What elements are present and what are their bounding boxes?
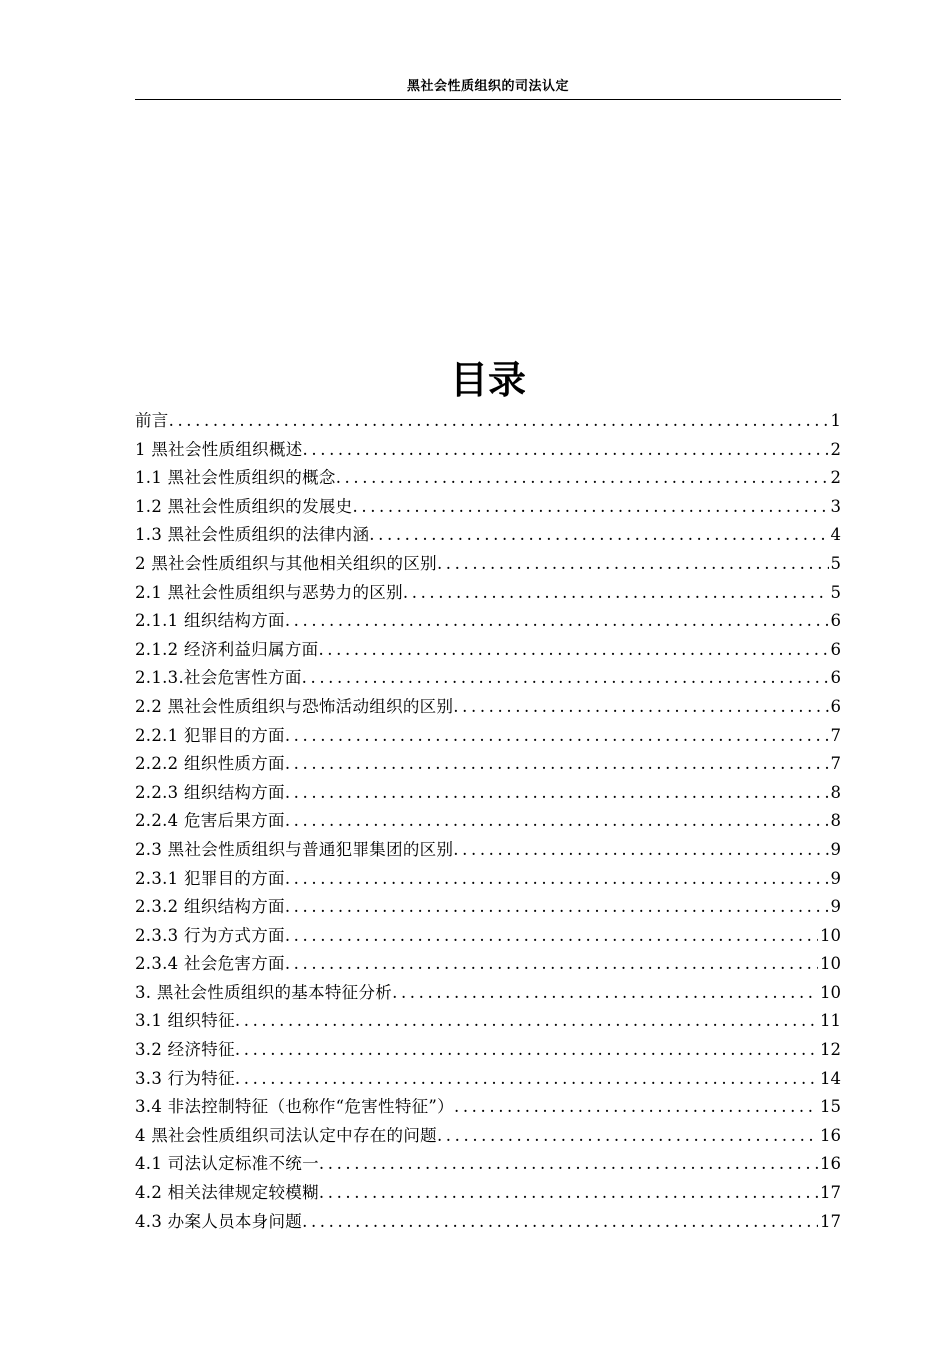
toc-entry[interactable] xyxy=(135,493,841,522)
toc-dot-leader xyxy=(437,1122,818,1151)
toc-entry-page-number: 12 xyxy=(820,1040,841,1060)
toc-entry-label: 2.2 黑社会性质组织与恐怖活动组织的区别 xyxy=(135,696,454,716)
toc-dot-leader xyxy=(319,1179,818,1208)
toc-entry[interactable] xyxy=(135,1150,841,1179)
toc-entry-label: 2.2.4 危害后果方面 xyxy=(135,811,285,831)
toc-dot-leader xyxy=(403,579,829,608)
toc-entry-page-number: 5 xyxy=(830,553,841,573)
toc-entry[interactable] xyxy=(135,550,841,579)
toc-entry[interactable] xyxy=(135,1093,841,1122)
toc-dot-leader xyxy=(285,922,818,951)
toc-entry-label: 2.1.3.社会危害性方面 xyxy=(135,668,302,688)
toc-entry-label: 2.2.3 组织结构方面 xyxy=(135,782,285,802)
toc-entry-label: 3. 黑社会性质组织的基本特征分析 xyxy=(135,982,393,1002)
toc-entry-page-number: 14 xyxy=(820,1068,841,1088)
toc-entry-page-number: 17 xyxy=(820,1183,841,1203)
toc-entry[interactable] xyxy=(135,779,841,808)
toc-entry[interactable] xyxy=(135,865,841,894)
toc-dot-leader xyxy=(285,893,829,922)
toc-dot-leader xyxy=(285,750,829,779)
toc-entry[interactable] xyxy=(135,579,841,608)
toc-entry[interactable] xyxy=(135,807,841,836)
toc-entry-label: 3.4 非法控制特征（也称作“危害性特征”） xyxy=(135,1097,454,1117)
toc-dot-leader xyxy=(169,407,829,436)
toc-dot-leader xyxy=(303,436,829,465)
toc-entry-label: 2.1.2 经济利益归属方面 xyxy=(135,639,319,659)
toc-entry-page-number: 8 xyxy=(830,811,841,831)
toc-dot-leader xyxy=(319,1150,818,1179)
toc-dot-leader xyxy=(336,464,829,493)
toc-entry[interactable] xyxy=(135,464,841,493)
toc-entry-label: 1 黑社会性质组织概述 xyxy=(135,439,303,459)
toc-entry[interactable] xyxy=(135,836,841,865)
toc-dot-leader xyxy=(453,836,828,865)
toc-entry-page-number: 16 xyxy=(820,1154,841,1174)
toc-dot-leader xyxy=(302,1208,818,1237)
toc-entry-page-number: 9 xyxy=(830,839,841,859)
toc-entry-label: 2.3.2 组织结构方面 xyxy=(135,897,285,917)
toc-entry-label: 2.3 黑社会性质组织与普通犯罪集团的区别 xyxy=(135,839,454,859)
table-of-contents xyxy=(135,407,841,1236)
toc-dot-leader xyxy=(302,664,829,693)
toc-entry-page-number: 6 xyxy=(830,611,841,631)
toc-entry-label: 2.1 黑社会性质组织与恶势力的区别 xyxy=(135,582,403,602)
toc-dot-leader xyxy=(353,493,829,522)
toc-dot-leader xyxy=(235,1065,818,1094)
toc-entry[interactable] xyxy=(135,893,841,922)
toc-entry-page-number: 2 xyxy=(830,468,841,488)
toc-entry[interactable] xyxy=(135,922,841,951)
toc-entry-label: 1.3 黑社会性质组织的法律内涵 xyxy=(135,525,370,545)
toc-entry-label: 2.3.3 行为方式方面 xyxy=(135,925,285,945)
toc-entry-page-number: 15 xyxy=(820,1097,841,1117)
toc-entry-page-number: 11 xyxy=(820,1011,841,1031)
toc-entry-label: 4.3 办案人员本身问题 xyxy=(135,1211,303,1231)
toc-entry-page-number: 10 xyxy=(820,982,841,1002)
toc-entry-page-number: 16 xyxy=(820,1125,841,1145)
toc-dot-leader xyxy=(318,636,828,665)
toc-entry-page-number: 6 xyxy=(830,696,841,716)
toc-dot-leader xyxy=(285,807,829,836)
toc-entry-page-number: 9 xyxy=(830,897,841,917)
toc-entry-label: 4.2 相关法律规定较模糊 xyxy=(135,1183,319,1203)
toc-entry-label: 3.2 经济特征 xyxy=(135,1040,235,1060)
toc-entry-page-number: 4 xyxy=(830,525,841,545)
toc-entry-page-number: 1 xyxy=(830,411,841,430)
toc-entry-page-number: 8 xyxy=(830,782,841,802)
toc-dot-leader xyxy=(392,979,818,1008)
toc-entry-page-number: 17 xyxy=(820,1211,841,1231)
toc-entry[interactable] xyxy=(135,636,841,665)
toc-dot-leader xyxy=(437,550,829,579)
toc-dot-leader xyxy=(369,521,828,550)
toc-entry[interactable] xyxy=(135,1122,841,1151)
toc-entry[interactable] xyxy=(135,693,841,722)
toc-dot-leader xyxy=(285,722,829,751)
toc-entry[interactable] xyxy=(135,722,841,751)
toc-entry-page-number: 10 xyxy=(820,925,841,945)
toc-entry-label: 3.1 组织特征 xyxy=(135,1011,235,1031)
toc-entry-page-number: 2 xyxy=(830,439,841,459)
toc-entry[interactable] xyxy=(135,407,841,436)
toc-entry[interactable] xyxy=(135,1007,841,1036)
toc-entry-label: 2.2.2 组织性质方面 xyxy=(135,754,285,774)
toc-entry[interactable] xyxy=(135,1036,841,1065)
toc-entry-page-number: 3 xyxy=(830,496,841,516)
toc-entry[interactable] xyxy=(135,436,841,465)
toc-dot-leader xyxy=(453,693,828,722)
toc-entry[interactable] xyxy=(135,1065,841,1094)
toc-entry-label: 2 黑社会性质组织与其他相关组织的区别 xyxy=(135,553,437,573)
toc-entry[interactable] xyxy=(135,950,841,979)
toc-entry-label: 3.3 行为特征 xyxy=(135,1068,235,1088)
toc-title: 目录 xyxy=(449,358,526,402)
toc-dot-leader xyxy=(235,1036,818,1065)
toc-entry-page-number: 9 xyxy=(830,868,841,888)
toc-entry-label: 4.1 司法认定标准不统一 xyxy=(135,1154,319,1174)
toc-dot-leader xyxy=(285,607,829,636)
toc-entry-label: 2.3.1 犯罪目的方面 xyxy=(135,868,285,888)
toc-entry-label: 1.1 黑社会性质组织的概念 xyxy=(135,468,336,488)
toc-entry[interactable] xyxy=(135,521,841,550)
toc-dot-leader xyxy=(285,865,829,894)
toc-dot-leader xyxy=(454,1093,818,1122)
toc-entry[interactable] xyxy=(135,664,841,693)
toc-dot-leader xyxy=(285,779,829,808)
toc-entry-label: 2.1.1 组织结构方面 xyxy=(135,611,285,631)
toc-entry-label: 4 黑社会性质组织司法认定中存在的问题 xyxy=(135,1125,437,1145)
toc-entry-page-number: 10 xyxy=(820,954,841,974)
toc-dot-leader xyxy=(235,1007,818,1036)
toc-entry[interactable] xyxy=(135,979,841,1008)
toc-entry-page-number: 7 xyxy=(830,725,841,745)
toc-entry-label: 2.3.4 社会危害方面 xyxy=(135,954,285,974)
toc-entry[interactable] xyxy=(135,1179,841,1208)
toc-entry[interactable] xyxy=(135,607,841,636)
toc-entry-page-number: 5 xyxy=(830,582,841,602)
toc-entry-page-number: 6 xyxy=(830,668,841,688)
header-title: 黑社会性质组织的司法认定 xyxy=(406,79,569,94)
toc-entry-label: 前言 xyxy=(135,411,169,430)
toc-entry-page-number: 6 xyxy=(830,639,841,659)
page-header xyxy=(135,78,841,100)
toc-entry[interactable] xyxy=(135,1208,841,1237)
toc-entry-label: 2.2.1 犯罪目的方面 xyxy=(135,725,285,745)
toc-entry-label: 1.2 黑社会性质组织的发展史 xyxy=(135,496,353,516)
toc-entry-page-number: 7 xyxy=(830,754,841,774)
toc-entry[interactable] xyxy=(135,750,841,779)
toc-dot-leader xyxy=(285,950,818,979)
